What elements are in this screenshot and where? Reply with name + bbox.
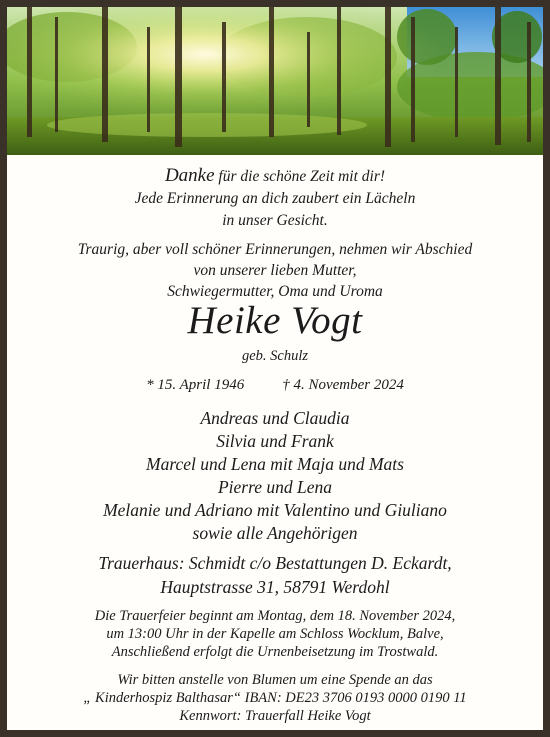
farewell-line-2: von unserer lieben Mutter, <box>193 262 357 279</box>
ceremony-line-1: Die Trauerfeier beginnt am Montag, dem 18. November 2024, <box>94 608 456 624</box>
donation-info <box>7 671 543 725</box>
intro-line-3: in unser Gesicht. <box>222 212 328 229</box>
family-member: Pierre und Lena <box>217 477 333 497</box>
family-member: sowie alle Angehörigen <box>192 523 358 543</box>
donation-line-1: Wir bitten anstelle von Blumen um eine Spende an das <box>117 672 433 688</box>
farewell-section <box>7 239 543 302</box>
farewell-line-3: Schwiegermutter, Oma und Uroma <box>167 283 383 300</box>
family-member: Silvia und Frank <box>216 431 334 451</box>
forest-photo <box>7 7 543 155</box>
intro-line-2: Jede Erinnerung an dich zaubert ein Lächeln <box>134 190 416 207</box>
mourning-house-line-1: Trauerhaus: Schmidt c/o Bestattungen D. Eckardt, <box>98 553 452 573</box>
farewell-line-1: Traurig, aber voll schöner Erinnerungen, nehmen wir Abschied <box>77 241 473 258</box>
birth-date: * 15. April 1946 <box>146 377 245 393</box>
donation-line-3: Kennwort: Trauerfall Heike Vogt <box>179 708 371 724</box>
family-list <box>7 407 543 545</box>
family-member: Andreas und Claudia <box>200 408 350 428</box>
intro-section <box>7 165 543 232</box>
mourning-house <box>7 551 543 599</box>
intro-line-1 <box>7 165 543 188</box>
intro-line-1-rest: für die schöne Zeit mit dir! <box>218 168 386 185</box>
birth-name: geb. Schulz <box>241 348 309 364</box>
danke-word: Danke <box>164 165 215 186</box>
ceremony-line-3: Anschließend erfolgt die Urnenbeisetzung im Trostwald. <box>111 644 439 660</box>
mourning-house-line-2: Hauptstrasse 31, 58791 Werdohl <box>160 577 390 597</box>
ceremony-info <box>7 607 543 661</box>
family-member: Melanie und Adriano mit Valentino und Giuliano <box>103 500 447 520</box>
family-member: Marcel und Lena mit Maja und Mats <box>146 454 404 474</box>
donation-line-2: „ Kinderhospiz Balthasar“ IBAN: DE23 3706 0193 0000 0190 11 <box>83 690 467 706</box>
ceremony-line-2: um 13:00 Uhr in der Kapelle am Schloss Wocklum, Balve, <box>106 626 444 642</box>
life-dates <box>7 377 543 394</box>
deceased-name: Heike Vogt <box>187 299 363 342</box>
death-date: † 4. November 2024 <box>282 377 404 393</box>
